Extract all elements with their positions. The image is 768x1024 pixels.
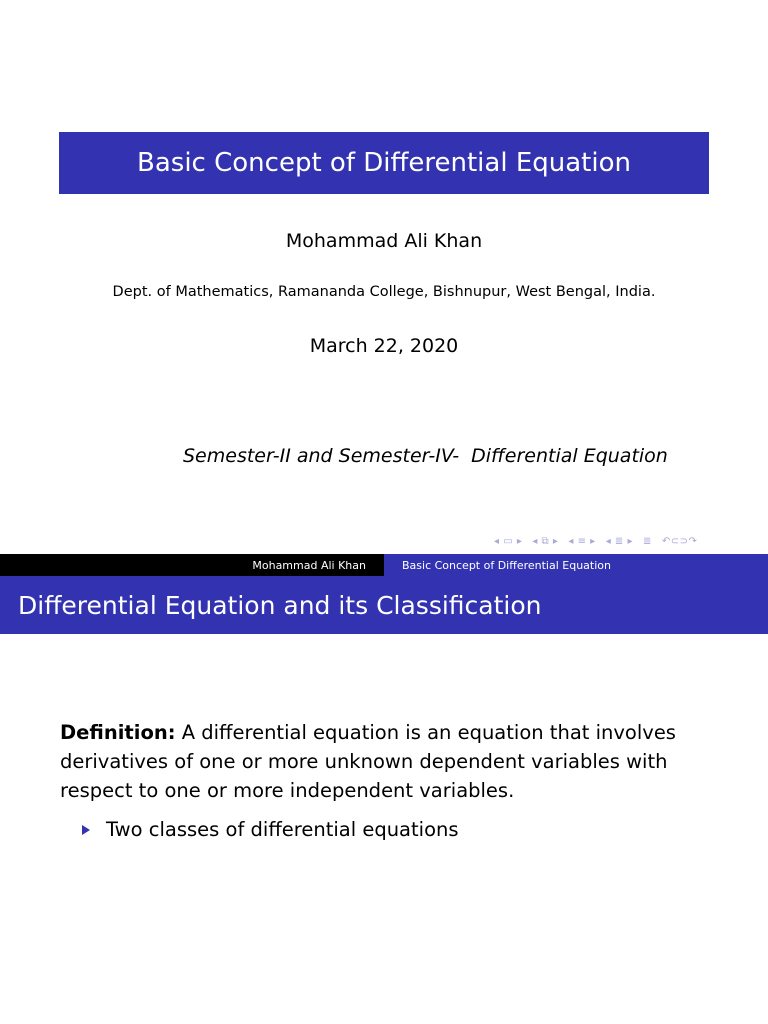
bullet-text: Two classes of differential equations [106,818,459,841]
footline [0,554,768,576]
definition-paragraph [60,718,710,805]
nav-search-icon[interactable]: ↶⊂⊃↷ [661,536,698,547]
author-name: Mohammad Ali Khan [285,230,483,252]
definition-label: Definition: [60,721,176,744]
nav-subsection-icon[interactable]: ◂ ⧉ ▸ [532,536,559,547]
footline-title: Basic Concept of Differential Equation [402,558,611,572]
nav-frame-icon[interactable]: ◂ ▭ ▸ [494,536,523,547]
footline-author: Mohammad Ali Khan [252,558,366,572]
definition-text: A differential equation is an equation that involves derivatives of one or more unknown dependent variables with respect to one or more independent variables. [60,721,676,802]
content-slide [0,554,768,1024]
presentation-title: Basic Concept of Differential Equation [137,148,631,178]
footline-author-section [0,554,384,576]
nav-section-icon[interactable]: ◂ ≡ ▸ [568,536,596,547]
bullet-item [82,818,459,841]
nav-section-icon[interactable]: ◂ ≣ ▸ [605,536,633,547]
footline-title-section [384,554,768,576]
course-subtitle: Semester-II and Semester-IV- Differential Equation [183,445,668,467]
presentation-title-box [59,132,709,194]
institute: Dept. of Mathematics, Ramananda College, Bishnupur, West Bengal, India. [112,284,656,300]
triangle-bullet-icon [82,825,90,835]
frame-title: Differential Equation and its Classification [18,590,542,620]
nav-align-icon[interactable]: ≣ [642,536,652,547]
beamer-navigation-bar [494,536,697,547]
frame-title-bar [0,576,768,634]
presentation-date: March 22, 2020 [309,335,459,357]
